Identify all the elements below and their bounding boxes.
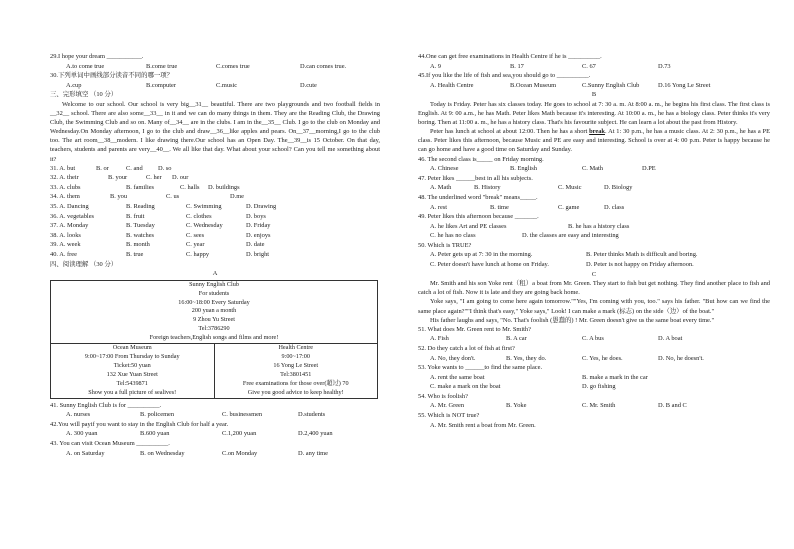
ad-line: 9:00~17:00 From Thursday to Sunday (84, 353, 180, 360)
left-column (50, 52, 380, 458)
option-c: C. her (146, 174, 162, 182)
option-b: B. Peter thinks Math is difficult and boring. (586, 251, 698, 259)
option-b: B. Tuesday (126, 222, 155, 230)
question-54: 54. Who is foolish? (418, 392, 468, 400)
cloze-heading: 三、完形填空 （10 分） (50, 91, 118, 99)
option-c: C. game (558, 203, 580, 211)
option-b: B. A car (506, 335, 527, 343)
ad-title: Ocean Museum (112, 344, 152, 352)
option-a: A. on Saturday (66, 449, 105, 457)
advertisements-table (50, 280, 378, 399)
option-a: 31. A. but (50, 164, 76, 172)
option-c: C. A bus (582, 335, 604, 343)
question-47: 47. Peter likes ______best in all his subjects. (418, 174, 533, 182)
option-b: B.Ocean Museum (510, 81, 557, 89)
question-49: 49. Peter likes this afternoon because _______. (418, 213, 539, 221)
option-a: A. Math (430, 184, 452, 192)
option-a: A. he likes Art and PE classes (430, 222, 507, 230)
question-52-options (418, 354, 770, 364)
ad-line: Ticket:50 yuan (113, 361, 151, 369)
option-a: A. Mr. Smith rent a boat from Mr. Green. (430, 421, 536, 429)
question-50-options (418, 250, 770, 260)
option-d: D.73 (658, 62, 671, 70)
option-b: B.come true (146, 62, 178, 70)
question-30-options (50, 81, 380, 91)
question-54-options (418, 401, 770, 411)
ad-sunny-english-club (51, 280, 378, 343)
cloze-option-row (50, 183, 380, 193)
ad-line: 132 Xue Yuan Street (106, 370, 158, 378)
question-53-options (418, 373, 770, 383)
question-43-options (50, 449, 380, 459)
option-b: B. History (474, 184, 501, 192)
section-b-label: B (591, 91, 597, 99)
option-d: D. Biology (604, 184, 633, 192)
question-42-options (50, 429, 380, 439)
option-d: D.can comes true. (300, 62, 347, 70)
option-d: D. enjoys (246, 231, 271, 239)
question-50: 50. Which is TRUE? (418, 241, 472, 249)
question-44-options (418, 62, 770, 72)
option-b: B. 17 (510, 62, 524, 70)
ad-title: Sunny English Club (189, 280, 239, 288)
option-d: D. A boat (658, 335, 683, 343)
passage-c-paragraph-3: His father laughs and says, "No. That's foolish (愚蠢的) ! Mr. Green doesn't give us the same boat every time." (430, 316, 715, 324)
ad-title: Health Centre (278, 344, 314, 352)
ad-line: Foreign teachers,English songs and films and more! (149, 334, 279, 342)
option-d: D. class (604, 203, 625, 211)
option-d: D. Drawing (246, 203, 277, 210)
reading-heading: 四、阅读理解 （30 分） (50, 260, 118, 268)
option-a: A. rest (430, 203, 448, 211)
option-a: A. Mr. Green (430, 402, 465, 410)
option-c: C.Sunny English Club (582, 81, 640, 89)
option-b: B. your (108, 174, 128, 182)
ad-line: Give you good advice to keep healthy! (247, 388, 344, 396)
option-d: D.PE (642, 165, 656, 173)
cloze-option-row (50, 221, 380, 231)
question-42: 42.You will payif you want to stay in the English Club for half a year. (50, 420, 229, 428)
question-29-options (50, 62, 380, 72)
passage-c-paragraph-1: Mr. Smith and his son Yoke rent（租）a boat from Mr. Green. They start to fish but get nothing. They find another place to fish and catch a lot of fish. Now it is late and they are going back home. (418, 280, 770, 297)
question-47-options (418, 183, 770, 193)
question-51: 51. What does Mr. Green rent to Mr. Smith? (418, 325, 531, 333)
ad-line: For students (198, 289, 230, 297)
ad-line: 9 Zhou Yu Street (193, 316, 235, 324)
option-b: B. true (126, 250, 144, 258)
option-b: B. month (126, 241, 150, 249)
ad-line: Tel:3786290 (198, 325, 230, 333)
question-49-options (418, 231, 770, 241)
option-a: 34. A. them (50, 193, 80, 201)
option-d: D. any time (298, 449, 328, 457)
section-c-label: C (591, 270, 597, 278)
option-b: B. Reading (126, 203, 155, 210)
option-c: C. year (186, 241, 205, 249)
option-d: D. B and C (658, 402, 687, 410)
option-b: B. English (510, 165, 537, 173)
option-a: 36. A. vegetables (50, 212, 95, 220)
option-a: A.to come true (66, 62, 105, 70)
option-b: B. policemen (140, 411, 175, 419)
option-d: D. the classes are easy and interesting (522, 232, 619, 240)
cloze-option-row (50, 231, 380, 241)
passage-text: . At 1: 30 p.m., he has a music class. At 2: 30 p.m., he has a PE class. Peter likes this afternoon, because Music and PE are easy and interesting. School is over at 4: 00 p.m. Peter is happy because he can go home and have a good time on Saturday and Sunday. (418, 128, 770, 154)
cloze-option-row (50, 250, 380, 260)
ad-ocean-museum (51, 344, 215, 398)
option-b: B. on Wednesday (140, 449, 185, 457)
option-b: B. make a mark in the car (582, 373, 648, 381)
option-d: D. boys (246, 212, 266, 220)
option-d: D. so (158, 164, 172, 172)
option-a: A. Chinese (430, 165, 459, 173)
option-c: C. Swimming (186, 203, 222, 210)
cloze-option-row (50, 240, 380, 250)
option-c: C. sees (186, 231, 205, 239)
question-41: 41. Sunny English Club is for __________. (50, 401, 162, 409)
option-a: A. No, they don't. (430, 354, 476, 362)
option-d: D.students (298, 411, 326, 419)
question-46: 46. The second class is_____ on Friday morning. (418, 155, 544, 163)
option-a: A. Health Centre (430, 81, 474, 89)
option-c: C. Music (558, 184, 582, 192)
option-b: B. you (110, 193, 128, 201)
option-c: C. and (126, 164, 143, 172)
ad-line: 16:00~18:00 Every Saturday (178, 298, 250, 306)
option-d: D.me (230, 193, 245, 201)
passage-c-paragraph-2: Yoke says, "I am going to come here again tomorrow.""Yes, I'm coming with you, too." says his father. "But how can we find the same place again?""I think that's easy," Yoke says," Look! I can make a mark (标志) on the side（边）of the boat." (418, 298, 770, 315)
option-c: C. he has no class (430, 232, 476, 240)
cloze-option-row (50, 212, 380, 222)
ad-line: 16 Yong Le Street (273, 361, 319, 369)
option-a: A.cup (66, 81, 82, 89)
question-49-options (418, 222, 770, 232)
right-column (418, 52, 770, 430)
option-a: 37. A. Monday (50, 222, 89, 230)
option-a: A. rent the same boat (430, 373, 485, 381)
cloze-option-row (50, 173, 380, 183)
option-a: 33. A. clubs (50, 183, 81, 191)
option-b: B. Yoke (506, 402, 527, 410)
option-c: C. 67 (582, 62, 596, 70)
underlined-word-break: break (589, 128, 605, 136)
option-d: D. date (246, 241, 265, 249)
option-d: D. No, he doesn't. (658, 354, 704, 362)
option-b: B.computer (146, 81, 176, 89)
question-44: 44.One can get free examinations in Health Centre if he is __________. (418, 53, 602, 60)
question-48: 48. The underlined word "break" means_____. (418, 193, 538, 201)
option-a: 40. A. free (50, 250, 77, 258)
passage-b-paragraph-1: Today is Friday. Peter has six classes today. He goes to school at 7: 30 a. m. At 8:00 a. m., he begins his first class. The first class is English. At 9: 00 a.m., he has Math. Peter likes Math because it's interesting. At 10:00 a. m., he has a biology class. Peter thinks it's very boring. Then at 11:00 a. m., he has a history class. That's his favourite subject. He can learn a lot about the past from History. (418, 100, 770, 127)
option-c: C. Mr. Smith (582, 402, 616, 410)
question-29: 29.I hope your dream ___________. (50, 53, 144, 60)
option-c: C. Yes, he does. (582, 354, 623, 362)
option-c: C. Peter doesn't have lunch at home on Friday. (430, 261, 549, 269)
option-a: A. Peter gets up at 7: 30 in the morning. (430, 251, 533, 259)
ad-line: 200 yuan a month (191, 307, 237, 315)
ad-line: Show you a full picture of sealives! (88, 388, 177, 396)
option-a: 39. A. week (50, 241, 81, 249)
option-c: C. make a mark on the boat (430, 383, 501, 391)
question-45-options (418, 81, 770, 91)
cloze-options (50, 164, 380, 260)
option-c: C. clothes (186, 212, 212, 220)
question-53: 53. Yoke wants to ______to find the same place. (418, 364, 543, 372)
ad-line: Free examinations for those over(超过) 70 (242, 379, 349, 387)
question-30: 30.下列单词中画线部分读音不同的哪一项？ (50, 72, 174, 80)
question-46-options (418, 164, 770, 174)
option-c: C. us (166, 193, 180, 201)
passage-b-paragraph-2 (418, 127, 770, 154)
question-50-options (418, 260, 770, 270)
option-b: B. time (490, 203, 509, 211)
option-c: C. halls (180, 183, 200, 191)
option-c: C. Wednesday (186, 222, 223, 230)
option-c: C.music (216, 81, 238, 89)
question-41-options (50, 410, 380, 420)
option-d: D. bright (246, 250, 270, 258)
cloze-option-row (50, 192, 380, 202)
ad-health-centre (214, 344, 378, 398)
passage-text: Peter has lunch at school at about 12:00. Then he has a short (430, 128, 590, 136)
question-45: 45.If you like the life of fish and sea,you should go to __________. (418, 72, 591, 80)
option-a: 32. A. their (50, 174, 79, 182)
option-a: 38. A. looks (50, 231, 81, 239)
question-48-options (418, 203, 770, 213)
option-b: B. Yes, they do. (506, 354, 547, 362)
option-d: D.cute (300, 81, 317, 89)
option-b: B. watches (126, 231, 155, 239)
option-b: B. or (96, 164, 109, 172)
question-55-options (418, 421, 770, 431)
option-b: B.600 yuan (140, 430, 170, 438)
option-a: A. 300 yuan (66, 430, 98, 438)
option-c: C. Math (582, 165, 603, 173)
option-d: D.2,400 yuan (298, 430, 333, 438)
section-a-label: A (212, 270, 218, 278)
option-d: D. go fishing (582, 383, 616, 391)
question-55: 55. Which is NOT true? (418, 412, 480, 420)
option-c: C.on Monday (222, 449, 258, 457)
question-43: 43. You can visit Ocean Museum __________. (50, 439, 170, 447)
option-b: B. he has a history class (568, 222, 630, 230)
option-a: 35. A. Dancing (50, 203, 89, 210)
cloze-option-row (50, 164, 380, 174)
cloze-option-row (50, 202, 380, 212)
ad-line: Tel:5439871 (116, 379, 148, 387)
option-a: A. nurses (66, 411, 91, 419)
question-52: 52. Do they catch a lot of fish at first? (418, 344, 515, 352)
option-a: A. 9 (430, 62, 442, 70)
option-b: B. families (126, 183, 155, 191)
cloze-passage: Welcome to our school. Our school is very big__31__ beautiful. There are two playgrounds and two football fields in __32__ school. There are also some__33__ in it and we can do many things in them. They are the Reading Club, the Drawing Club, the Swimming Club and so on. Many of__34__ are in the clubs. I am in the__35__ Club. I go to the club on Monday and Wednesday.On Monday afternoon, I go to the club and draw__36__like apples and pears. On__37__morning,I go to the club too. The art room__38__modern. I like drawing there.Our school has an Open Day. The__39__is 15 October. On that day, teachers, students and parents are very__40__. We all like that day. What about your school? Can you tell me something about it? (50, 100, 380, 163)
option-c: C. happy (186, 250, 210, 258)
option-c: C. businessmen (222, 411, 263, 419)
option-b: B. fruit (126, 212, 145, 220)
option-d: D. Peter is not happy on Friday afternoon. (586, 261, 694, 269)
option-d: D. buildings (208, 183, 240, 191)
option-c: C.comes true (216, 62, 250, 70)
option-d: D. our (172, 174, 189, 182)
ad-line: 9:00~17:00 (281, 353, 310, 360)
option-a: A. Fish (430, 335, 449, 343)
ad-line: Tel:3801451 (280, 370, 312, 378)
question-53-options (418, 382, 770, 392)
option-c: C.1,200 yuan (222, 430, 257, 438)
question-51-options (418, 334, 770, 344)
option-d: D.16 Yong Le Street (658, 81, 711, 89)
option-d: D. Friday (246, 222, 271, 230)
